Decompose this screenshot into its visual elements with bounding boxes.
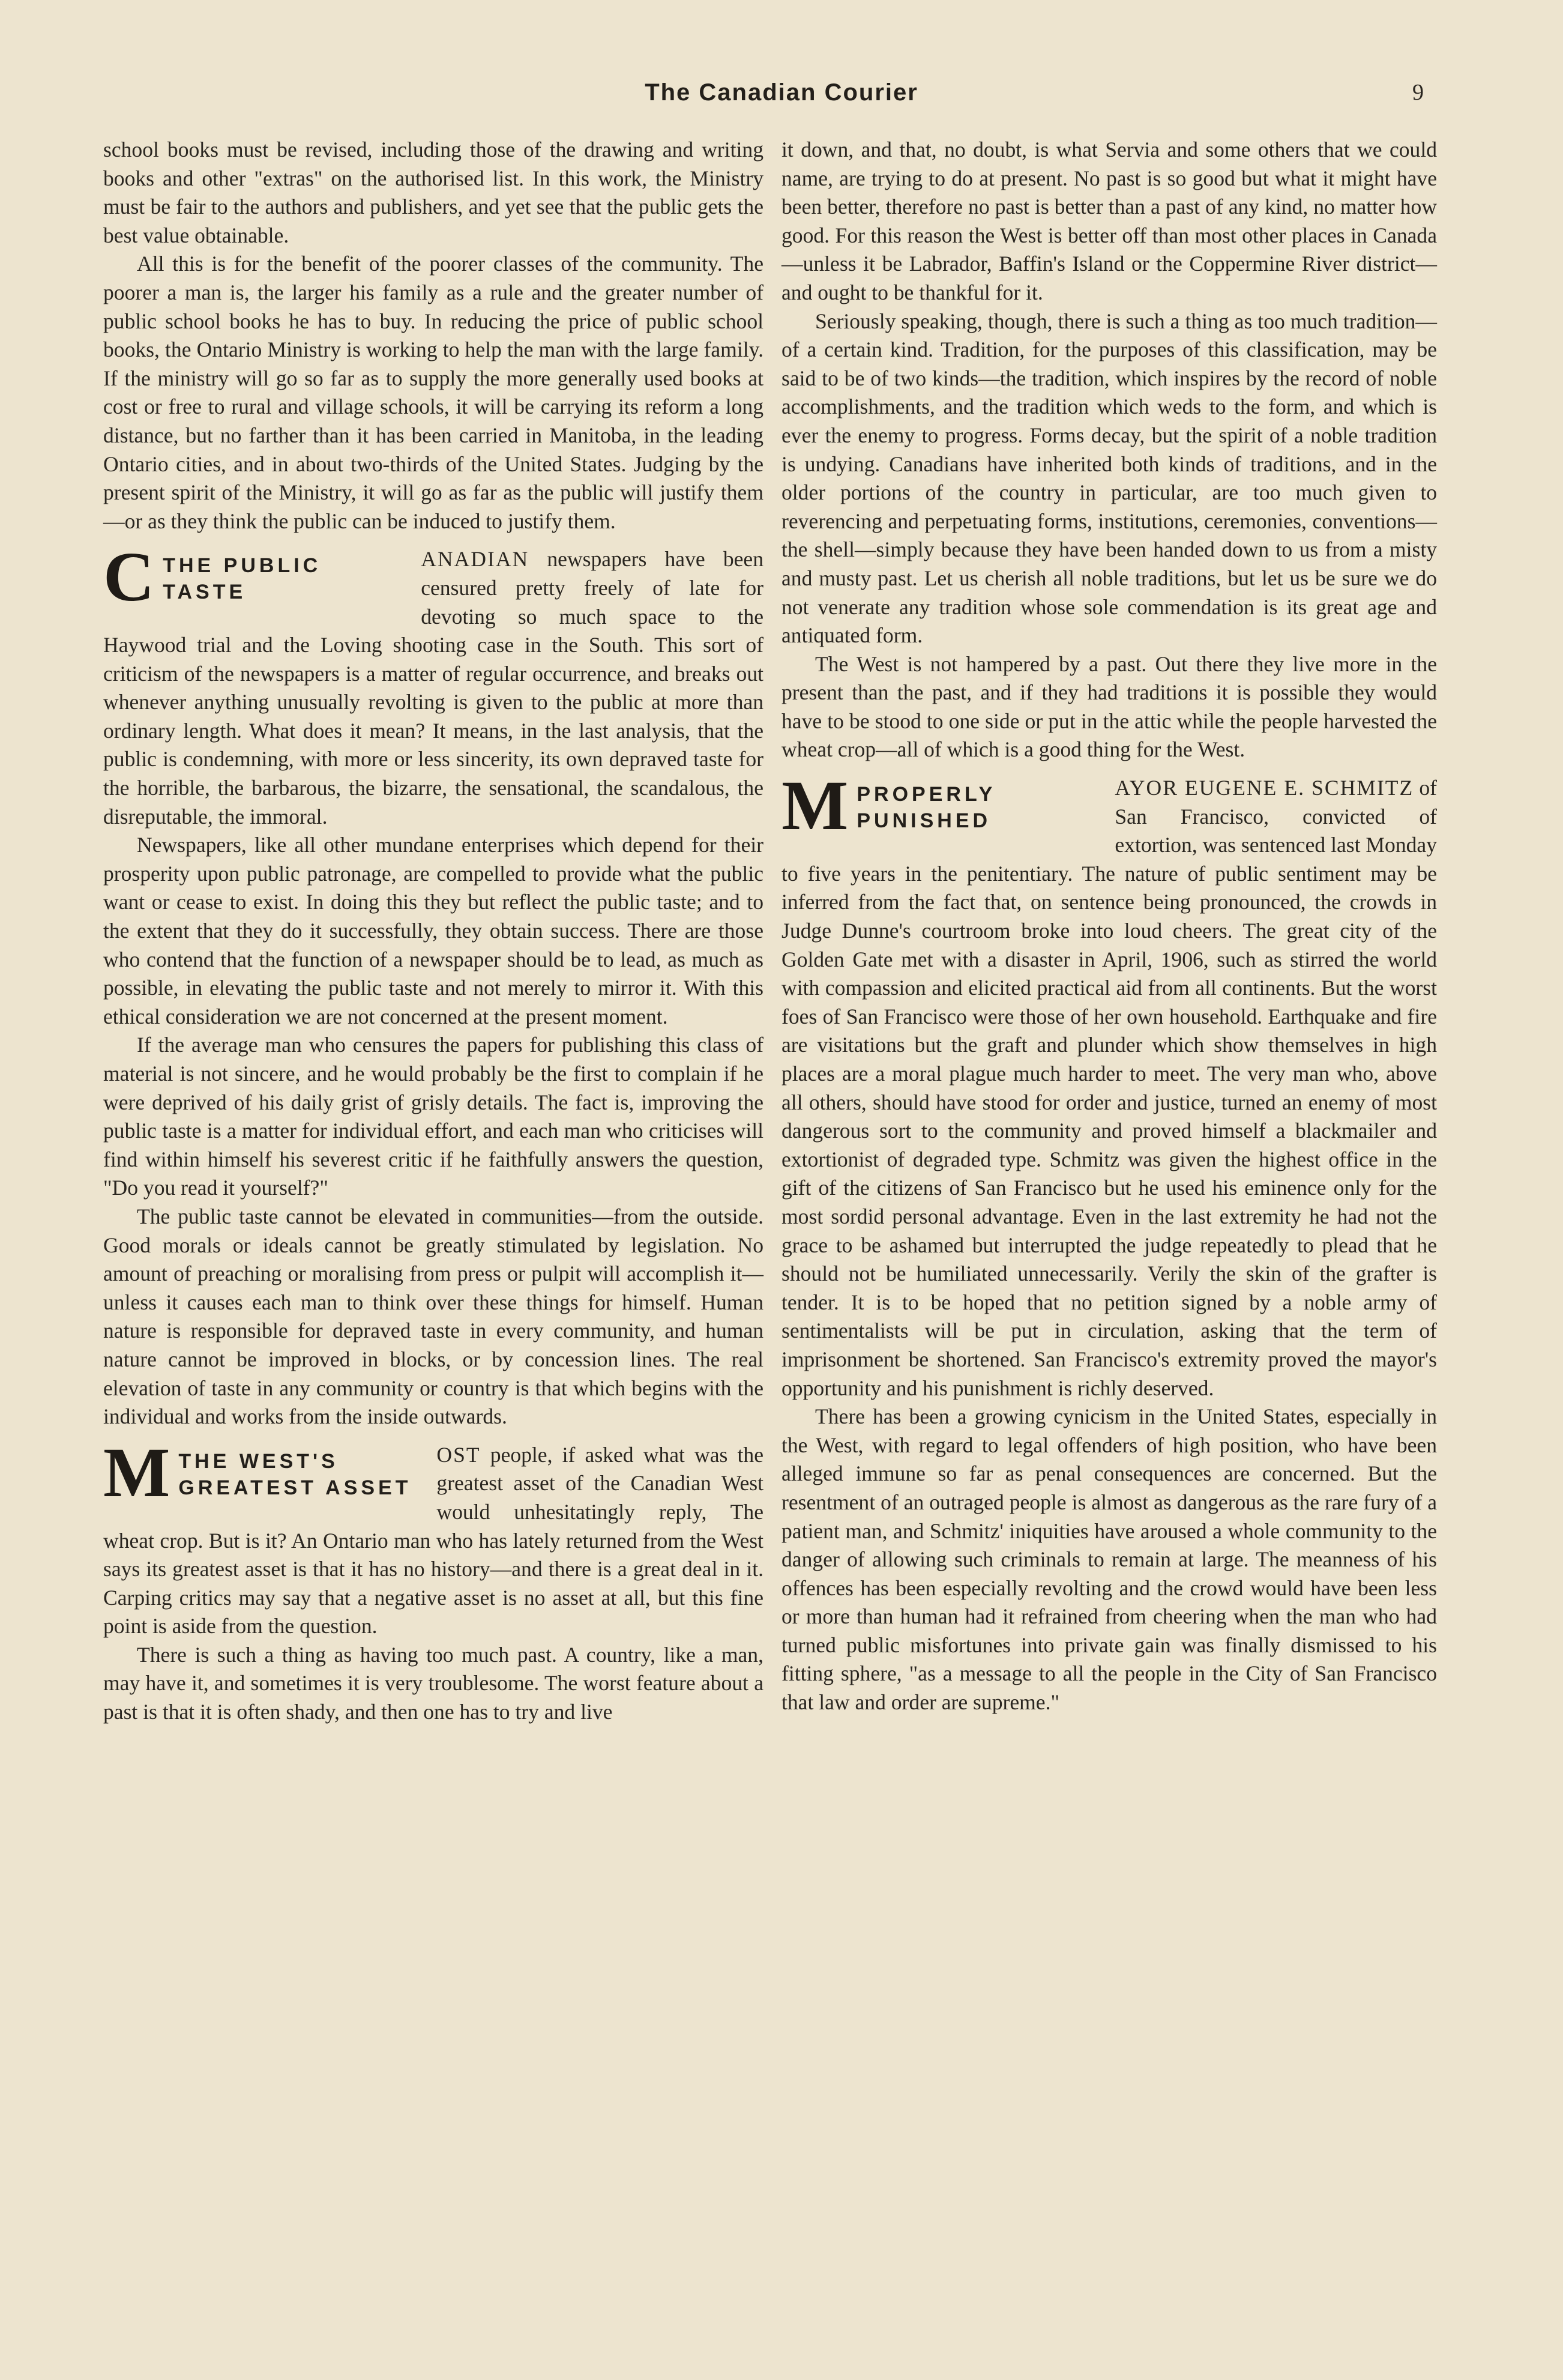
drop-cap: C [103,537,155,617]
lead-caps: ANADIAN [421,547,529,572]
article-properly-punished [782,766,1437,1717]
lead-text: of San Francisco, convicted of extortion, was sentenced last Monday to five years in the penitentiary. The nature of public sentiment may be inferred from the fact that, on sentence being pronounced, the crowds in Judge Dunne's courtroom broke into loud cheers. The great city of the Golden Gate met with a disaster in April, 1906, such as stirred the world with compassion and elicited practical aid from all continents. But the worst foes of San Francisco were those of her own household. Earthquake and fire are visitations but the graft and plunder which show themselves in high places are a moral plague much harder to meet. The very man who, above all others, should have stood for order and justice, turned an enemy of most dangerous sort to the community and proved himself a blackmailer and extortionist of degraded type. Schmitz was given the highest office in the gift of the citizens of San Francisco but he used his eminence only for the most sordid personal advantage. Even in the last extremity he had not the grace to be ashamed but interrupted the judge repeatedly to plead that he should not be humiliated unnecessarily. Verily the skin of the grafter is tender. It is to be hoped that no petition signed by a noble army of sentimentalists will be put in circulation, asking that the term of imprisonment be shortened. San Francisco's extremity proved the mayor's opportunity and his punishment is richly deserved. [782,776,1437,1400]
lead-caps: OST [436,1442,481,1467]
side-heading: THE WEST'S GREATEST ASSET [178,1449,412,1499]
paragraph: There has been a growing cynicism in the United States, especially in the West, with regard to legal offenders of high position, who have been alleged immune so far as penal consequences are concerned. But the resentment of an outraged people is almost as dangerous as the rare fury of a patient man, and Schmitz' iniquities have aroused a whole community to the danger of allowing such criminals to remain at large. The meanness of his offences has been especially revolting and the crowd would have been less or more than human had it refrained from cheering when the man who had turned public misfortunes into private gain was finally dismissed to his fitting sphere, "as a message to all the people in the City of San Francisco that law and order are supreme." [782,1404,1437,1715]
lead-caps: AYOR EUGENE E. SCHMITZ [1115,776,1414,800]
lead-text: people, if asked what was the greatest asset of the Canadian West would unhesitatingly reply, The wheat crop. But is it? An Ontario man who has lately returned from the West says its greatest asset is that it has no history—and there is a great deal in it. Carping critics may say that a negative asset is no asset at all, but this fine point is aside from the question. [103,1442,763,1639]
article-public-taste [103,537,763,1431]
article-lead-paragraph [782,766,1437,1403]
right-column [782,136,1437,1717]
article-lead-paragraph [103,537,763,831]
article-lead-paragraph [103,1433,763,1641]
paragraph: The public taste cannot be elevated in communities—from the outside. Good morals or ideals cannot be greatly stimulated by legislation. No amount of preaching or moralising from press or pulpit will accomplish it—unless it causes each man to think over these things for himself. Human nature is responsible for depraved taste in every community, and human nature cannot be improved in blocks, or by concession lines. The real elevation of taste in any community or country is that which begins with the individual and works from the inside outwards. [103,1204,763,1429]
side-heading: PROPERLY PUNISHED [857,783,996,833]
page-number: 9 [1412,80,1424,105]
paragraph: Newspapers, like all other mundane enterprises which depend for their prosperity upon public patronage, are compelled to provide what the public want or cease to exist. In doing this they but reflect the public taste; and to the extent that they do it successfully, they obtain success. There are those who contend that the function of a newspaper should be to lead, as much as possible, in elevating the public taste and not merely to mirror it. With this ethical consideration we are not concerned at the present moment. [103,833,763,1028]
paragraph: it down, and that, no doubt, is what Servia and some others that we could name, are trying to do at present. No past is so good but what it might have been better, therefore no past is better than a past of any kind, no matter how good. For this reason the West is better off than most other places in Canada—unless it be Labrador, Baffin's Island or the Coppermine River district—and ought to be thankful for it. [782,137,1437,304]
paragraph: school books must be revised, including those of the drawing and writing books and other "extras" on the authorised list. In this work, the Ministry must be fair to the authors and publishers, and yet see that the public gets the best value obtainable. [103,137,763,247]
paragraph: If the average man who censures the papers for publishing this class of material is not sincere, and he would probably be the first to complain if he were deprived of his daily grist of grisly details. The fact is, improving the public taste is a matter for individual effort, and each man who criticises will find within himself his severest critic if he faithfully answers the question, "Do you read it yourself?" [103,1033,763,1200]
drop-cap: M [782,766,849,845]
lead-text: newspapers have been censured pretty freely of late for devoting so much space to the Haywood trial and the Loving shooting case in the South. This sort of criticism of the newspapers is a matter of regular occurrence, and breaks out whenever anything unusually revolting is given to the public at more than ordinary length. What does it mean? It means, in the last analysis, that the public is condemning, with more or less sincerity, its own depraved taste for the horrible, the barbarous, the bizarre, the sensational, the scandalous, the disreputable, the immoral. [103,547,763,829]
publication-title: The Canadian Courier [645,79,918,106]
paragraph: Seriously speaking, though, there is such a thing as too much tradition—of a certain kind. Tradition, for the purposes of this classification, may be said to be of two kinds—the tradition, which inspires by the record of noble accomplishments, and the tradition which weds to the form, and which is ever the enemy to progress. Forms decay, but the spirit of a noble tradition is undying. Canadians have inherited both kinds of traditions, and in the older portions of the country in particular, are too much given to reverencing and perpetuating forms, institutions, ceremonies, conventions—the shell—simply because they have been handed down to us from a misty and musty past. Let us cherish all noble traditions, but let us be sure we do not venerate any tradition whose sole commendation is its great age and antiquated form. [782,309,1437,648]
drop-cap: M [103,1433,170,1512]
paragraph: There is such a thing as having too much past. A country, like a man, may have it, and sometimes it is very troublesome. The worst feature about a past is that it is often shady, and then one has to try and live [103,1642,763,1724]
side-heading: THE PUBLIC TASTE [163,554,322,604]
article-wests-greatest-asset [103,1433,763,1727]
left-column [103,136,763,1727]
running-header [0,79,1563,115]
paragraph: All this is for the benefit of the poorer classes of the community. The poorer a man is, the larger his family as a rule and the greater number of public school books he has to buy. In reducing the price of public school books, the Ontario Ministry is working to help the man with the large family. If the ministry will go so far as to supply the more generally used books at cost or free to rural and village schools, it will be carrying its reform a long distance, but no farther than it has been carried in Manitoba, in the leading Ontario cities, and in about two-thirds of the United States. Judging by the present spirit of the Ministry, it will go as far as the public will justify them—or as they think the public can be induced to justify them. [103,252,763,533]
paragraph: The West is not hampered by a past. Out there they live more in the present than the past, and if they had traditions it is possible they would have to be stood to one side or put in the attic while the people harvested the wheat crop—all of which is a good thing for the West. [782,651,1437,762]
